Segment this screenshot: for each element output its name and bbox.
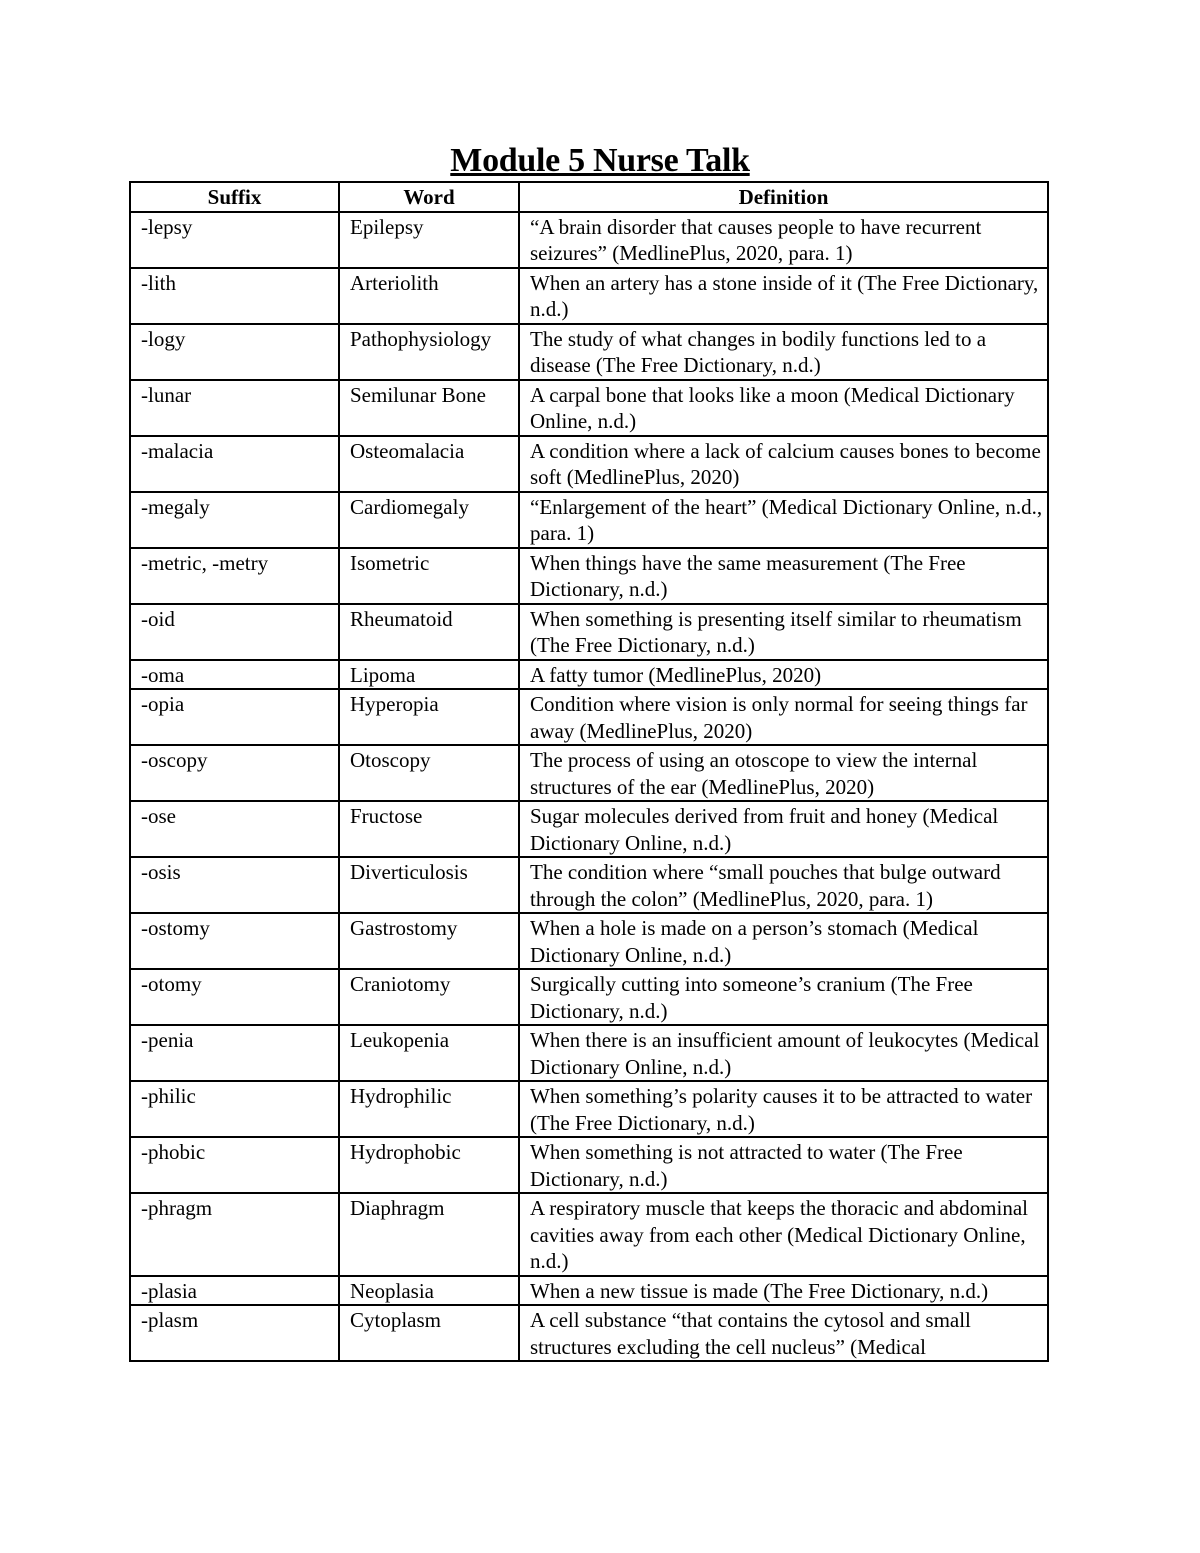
cell-suffix: -metric, -metry — [130, 548, 339, 604]
cell-suffix: -ostomy — [130, 913, 339, 969]
cell-word: Hydrophobic — [339, 1137, 519, 1193]
cell-suffix: -philic — [130, 1081, 339, 1137]
table-row — [130, 1276, 1048, 1306]
cell-definition: When something is not attracted to water (The Free Dictionary, n.d.) — [519, 1137, 1048, 1193]
cell-word: Hyperopia — [339, 689, 519, 745]
cell-suffix: -osis — [130, 857, 339, 913]
table-row — [130, 1081, 1048, 1137]
cell-word: Cytoplasm — [339, 1305, 519, 1361]
cell-suffix: -lith — [130, 268, 339, 324]
cell-word: Neoplasia — [339, 1276, 519, 1306]
page-title: Module 5 Nurse Talk — [450, 142, 750, 179]
cell-suffix: -phragm — [130, 1193, 339, 1276]
cell-definition: Surgically cutting into someone’s cranium (The Free Dictionary, n.d.) — [519, 969, 1048, 1025]
cell-definition: When a hole is made on a person’s stomach (Medical Dictionary Online, n.d.) — [519, 913, 1048, 969]
table-row — [130, 689, 1048, 745]
table-row — [130, 436, 1048, 492]
cell-definition: Condition where vision is only normal for seeing things far away (MedlinePlus, 2020) — [519, 689, 1048, 745]
cell-word: Craniotomy — [339, 969, 519, 1025]
cell-definition: When things have the same measurement (The Free Dictionary, n.d.) — [519, 548, 1048, 604]
cell-definition: When a new tissue is made (The Free Dictionary, n.d.) — [519, 1276, 1048, 1306]
cell-definition: A cell substance “that contains the cytosol and small structures excluding the cell nucleus” (Medical — [519, 1305, 1048, 1361]
cell-definition: A respiratory muscle that keeps the thoracic and abdominal cavities away from each other (Medical Dictionary Online, n.d.) — [519, 1193, 1048, 1276]
cell-definition: When an artery has a stone inside of it (The Free Dictionary, n.d.) — [519, 268, 1048, 324]
cell-word: Arteriolith — [339, 268, 519, 324]
table-body — [130, 212, 1048, 1362]
cell-suffix: -plasia — [130, 1276, 339, 1306]
cell-suffix: -logy — [130, 324, 339, 380]
cell-suffix: -oma — [130, 660, 339, 690]
cell-definition: “A brain disorder that causes people to have recurrent seizures” (MedlinePlus, 2020, para. 1) — [519, 212, 1048, 268]
suffix-table — [129, 181, 1049, 1362]
cell-suffix: -megaly — [130, 492, 339, 548]
cell-suffix: -opia — [130, 689, 339, 745]
table-row — [130, 324, 1048, 380]
cell-definition: A fatty tumor (MedlinePlus, 2020) — [519, 660, 1048, 690]
cell-suffix: -penia — [130, 1025, 339, 1081]
cell-definition: The study of what changes in bodily functions led to a disease (The Free Dictionary, n.d.) — [519, 324, 1048, 380]
table-row — [130, 1137, 1048, 1193]
cell-word: Semilunar Bone — [339, 380, 519, 436]
cell-suffix: -lunar — [130, 380, 339, 436]
cell-definition: The condition where “small pouches that bulge outward through the colon” (MedlinePlus, 2020, para. 1) — [519, 857, 1048, 913]
table-row — [130, 604, 1048, 660]
table-row — [130, 801, 1048, 857]
cell-word: Cardiomegaly — [339, 492, 519, 548]
table-row — [130, 913, 1048, 969]
header-definition: Definition — [519, 182, 1048, 212]
cell-word: Fructose — [339, 801, 519, 857]
cell-definition: A condition where a lack of calcium causes bones to become soft (MedlinePlus, 2020) — [519, 436, 1048, 492]
table-row — [130, 745, 1048, 801]
cell-definition: The process of using an otoscope to view the internal structures of the ear (MedlinePlus, 2020) — [519, 745, 1048, 801]
header-word: Word — [339, 182, 519, 212]
cell-definition: Sugar molecules derived from fruit and honey (Medical Dictionary Online, n.d.) — [519, 801, 1048, 857]
cell-word: Leukopenia — [339, 1025, 519, 1081]
table-row — [130, 969, 1048, 1025]
cell-suffix: -oid — [130, 604, 339, 660]
table-row — [130, 660, 1048, 690]
table-row — [130, 1193, 1048, 1276]
cell-definition: A carpal bone that looks like a moon (Medical Dictionary Online, n.d.) — [519, 380, 1048, 436]
table-row — [130, 548, 1048, 604]
cell-word: Rheumatoid — [339, 604, 519, 660]
cell-word: Hydrophilic — [339, 1081, 519, 1137]
cell-suffix: -plasm — [130, 1305, 339, 1361]
cell-suffix: -lepsy — [130, 212, 339, 268]
cell-suffix: -malacia — [130, 436, 339, 492]
cell-word: Osteomalacia — [339, 436, 519, 492]
cell-word: Lipoma — [339, 660, 519, 690]
cell-suffix: -ose — [130, 801, 339, 857]
cell-word: Otoscopy — [339, 745, 519, 801]
table-header-row — [130, 182, 1048, 212]
cell-word: Isometric — [339, 548, 519, 604]
cell-word: Gastrostomy — [339, 913, 519, 969]
header-suffix: Suffix — [130, 182, 339, 212]
cell-definition: When there is an insufficient amount of leukocytes (Medical Dictionary Online, n.d.) — [519, 1025, 1048, 1081]
cell-word: Diverticulosis — [339, 857, 519, 913]
cell-suffix: -otomy — [130, 969, 339, 1025]
table-row — [130, 380, 1048, 436]
table-row — [130, 857, 1048, 913]
cell-word: Diaphragm — [339, 1193, 519, 1276]
cell-word: Epilepsy — [339, 212, 519, 268]
table-row — [130, 1025, 1048, 1081]
cell-word: Pathophysiology — [339, 324, 519, 380]
table-row — [130, 212, 1048, 268]
cell-definition: When something’s polarity causes it to be attracted to water (The Free Dictionary, n.d.) — [519, 1081, 1048, 1137]
cell-suffix: -phobic — [130, 1137, 339, 1193]
table-row — [130, 1305, 1048, 1361]
cell-suffix: -oscopy — [130, 745, 339, 801]
table-row — [130, 492, 1048, 548]
cell-definition: When something is presenting itself similar to rheumatism (The Free Dictionary, n.d.) — [519, 604, 1048, 660]
table-row — [130, 268, 1048, 324]
cell-definition: “Enlargement of the heart” (Medical Dictionary Online, n.d., para. 1) — [519, 492, 1048, 548]
